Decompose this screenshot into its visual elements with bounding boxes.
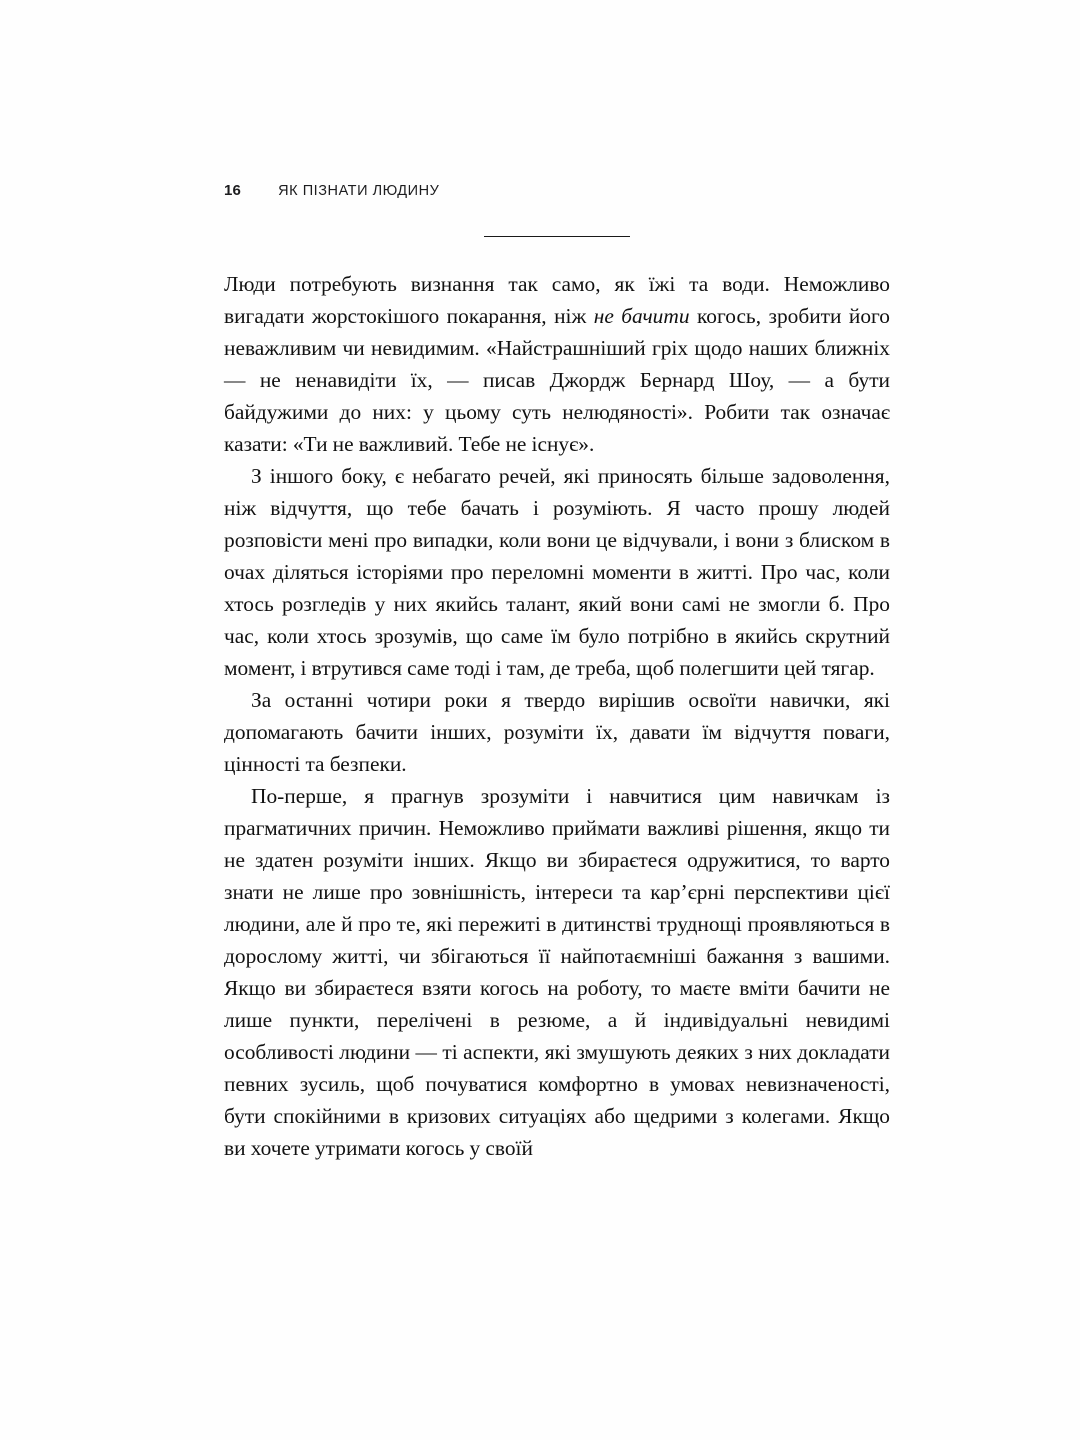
text-run: когось, зробити його неважливим чи невидимим. «Найстрашніший гріх щодо наших ближніх — не ненавидіти їх, — писав Джордж Бернард Шоу, — а бути байдужими до них: у цьому суть нелюдяності». Робити так означає казати: «Ти не важливий. Тебе не існує».	[224, 304, 890, 456]
running-head	[224, 182, 439, 199]
emphasis-text: не бачити	[593, 304, 690, 328]
paragraph	[224, 780, 890, 1164]
paragraph	[224, 460, 890, 684]
text-run: Люди потребують визнання так само, як їжі та води. Неможливо вигадати жорстокішого покарання, ніж	[224, 272, 890, 328]
section-divider-rule	[484, 236, 630, 237]
running-head-title: ЯК ПІЗНАТИ ЛЮДИНУ	[278, 183, 440, 199]
text-run: По-перше, я прагнув зрозуміти і навчитися цим навичкам із прагматичних причин. Неможливо приймати важливі рішення, якщо ти не здатен розуміти інших. Якщо ви збираєтеся одружитися, то варто знати не лише про зовнішність, інтереси та кар’єрні перспективи цієї людини, але й про те, які пережиті в дитинстві труднощі проявляються в дорослому житті, чи збігаються її найпотаємніші бажання з вашими. Якщо ви збираєтеся взяти когось на роботу, то маєте вміти бачити не лише пункти, перелічені в резюме, а й індивідуальні невидимі особливості людини — ті аспекти, які змушують деяких з них докладати певних зусиль, щоб почуватися комфортно в умовах невизначеності, бути спокійними в кризових ситуаціях або щедрими з колегами. Якщо ви хочете утримати когось у своїй	[224, 784, 890, 1160]
paragraph	[224, 268, 890, 460]
paragraph	[224, 684, 890, 780]
text-run: За останні чотири роки я твердо вирішив освоїти навички, які допомагають бачити інших, розуміти їх, давати їм відчуття поваги, цінності та безпеки.	[224, 688, 890, 776]
body-text	[224, 268, 890, 1164]
page-number: 16	[224, 182, 242, 199]
section-divider	[224, 236, 890, 237]
text-run: З іншого боку, є небагато речей, які приносять більше задоволення, ніж відчуття, що тебе бачать і розуміють. Я часто прошу людей розповісти мені про випадки, коли вони це відчували, і вони з блиском в очах діляться історіями про переломні моменти в житті. Про час, коли хтось розгледів у них якийсь талант, який вони самі не змогли б. Про час, коли хтось зрозумів, що саме їм було потрібно в якийсь скрутний момент, і втрутився саме тоді і там, де треба, щоб полегшити цей тягар.	[224, 464, 890, 680]
